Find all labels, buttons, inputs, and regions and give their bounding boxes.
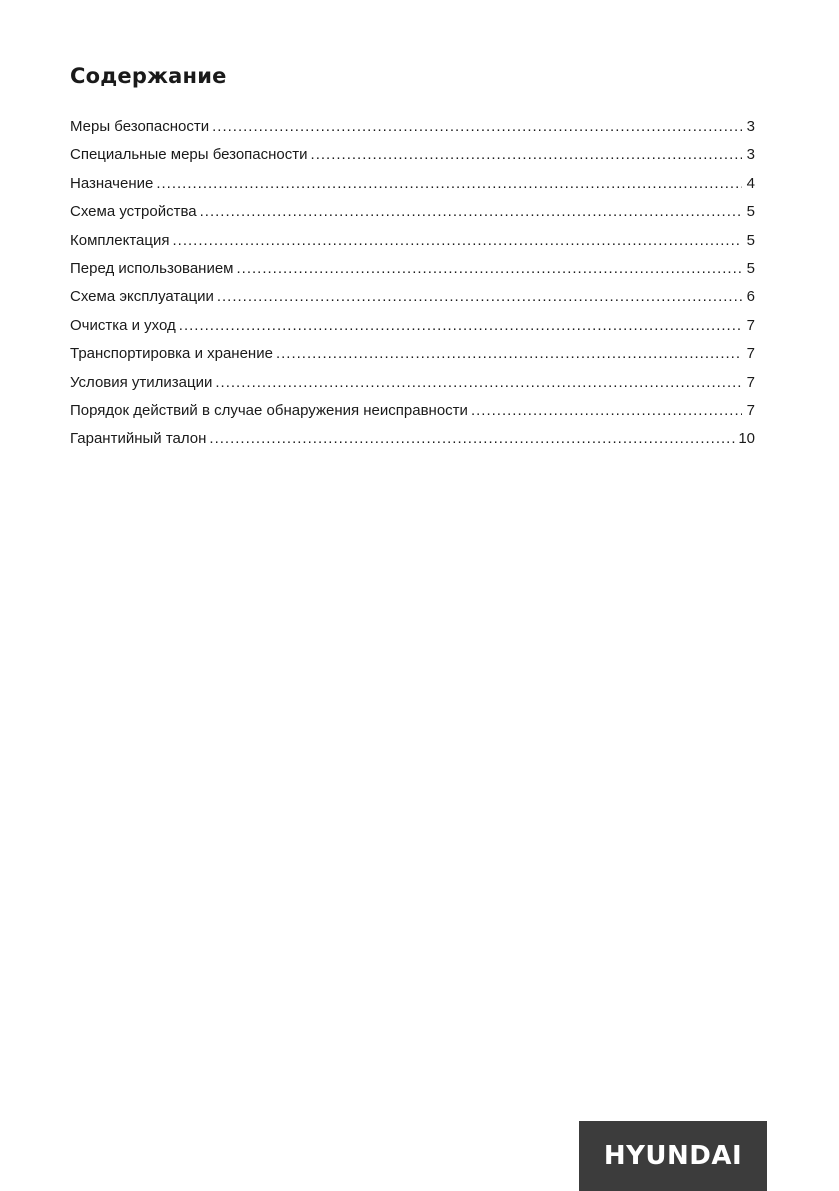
toc-entry-label: Очистка и уход	[70, 316, 176, 334]
toc-entry-page: 10	[738, 430, 755, 448]
toc-entry-page: 7	[746, 373, 755, 391]
toc-entry-label: Схема эксплуатации	[70, 288, 214, 306]
toc-entry-page: 5	[746, 231, 755, 249]
toc-dot-leader	[156, 170, 742, 198]
toc-dot-leader	[179, 312, 742, 340]
toc-entry	[70, 113, 755, 141]
toc-dot-leader	[209, 425, 735, 453]
toc-entry	[70, 255, 755, 283]
toc-entry-label: Порядок действий в случае обнаружения неисправности	[70, 401, 468, 419]
toc-entry	[70, 397, 755, 425]
toc-entry-page: 7	[746, 316, 755, 334]
toc-entry	[70, 141, 755, 169]
toc-entry	[70, 227, 755, 255]
toc-entry	[70, 283, 755, 311]
toc-dot-leader	[215, 369, 742, 397]
toc-entry-label: Перед использованием	[70, 259, 234, 277]
page-title: Содержание	[70, 64, 227, 88]
toc-entry	[70, 198, 755, 226]
toc-entry	[70, 170, 755, 198]
toc-dot-leader	[200, 198, 742, 226]
toc-entry-page: 5	[746, 259, 755, 277]
toc-dot-leader	[311, 141, 742, 169]
toc-entry-label: Меры безопасности	[70, 118, 210, 135]
toc-dot-leader	[172, 227, 742, 255]
toc-entry-label: Условия утилизации	[70, 373, 213, 391]
brand-logo	[579, 1121, 767, 1191]
toc-entry-page: 6	[746, 288, 755, 306]
toc-dot-leader	[217, 283, 742, 311]
toc-entry-page: 5	[746, 203, 755, 221]
toc-entry-page: 7	[746, 345, 755, 363]
toc-entry-page: 7	[746, 401, 755, 419]
toc-entry	[70, 425, 755, 453]
toc-entry-page: 3	[746, 146, 755, 164]
toc-dot-leader	[212, 113, 742, 141]
toc-entry-label: Комплектация	[70, 231, 170, 249]
toc-dot-leader	[237, 255, 743, 283]
toc-dot-leader	[471, 397, 742, 425]
toc-entry-label: Специальные меры безопасности	[70, 146, 308, 164]
brand-logo-text: HYUNDAI	[603, 1141, 743, 1171]
toc-entry-page: 3	[746, 118, 755, 135]
toc-entry-label: Транспортировка и хранение	[70, 345, 273, 363]
toc-entry	[70, 369, 755, 397]
toc-entry-label: Гарантийный талон	[70, 430, 207, 448]
toc-entry	[70, 340, 755, 368]
toc-entry-label: Схема устройства	[70, 203, 197, 221]
toc-entry-label: Назначение	[70, 174, 154, 192]
table-of-contents	[70, 113, 755, 454]
toc-dot-leader	[276, 340, 742, 368]
toc-entry-page: 4	[746, 174, 755, 192]
toc-entry	[70, 312, 755, 340]
